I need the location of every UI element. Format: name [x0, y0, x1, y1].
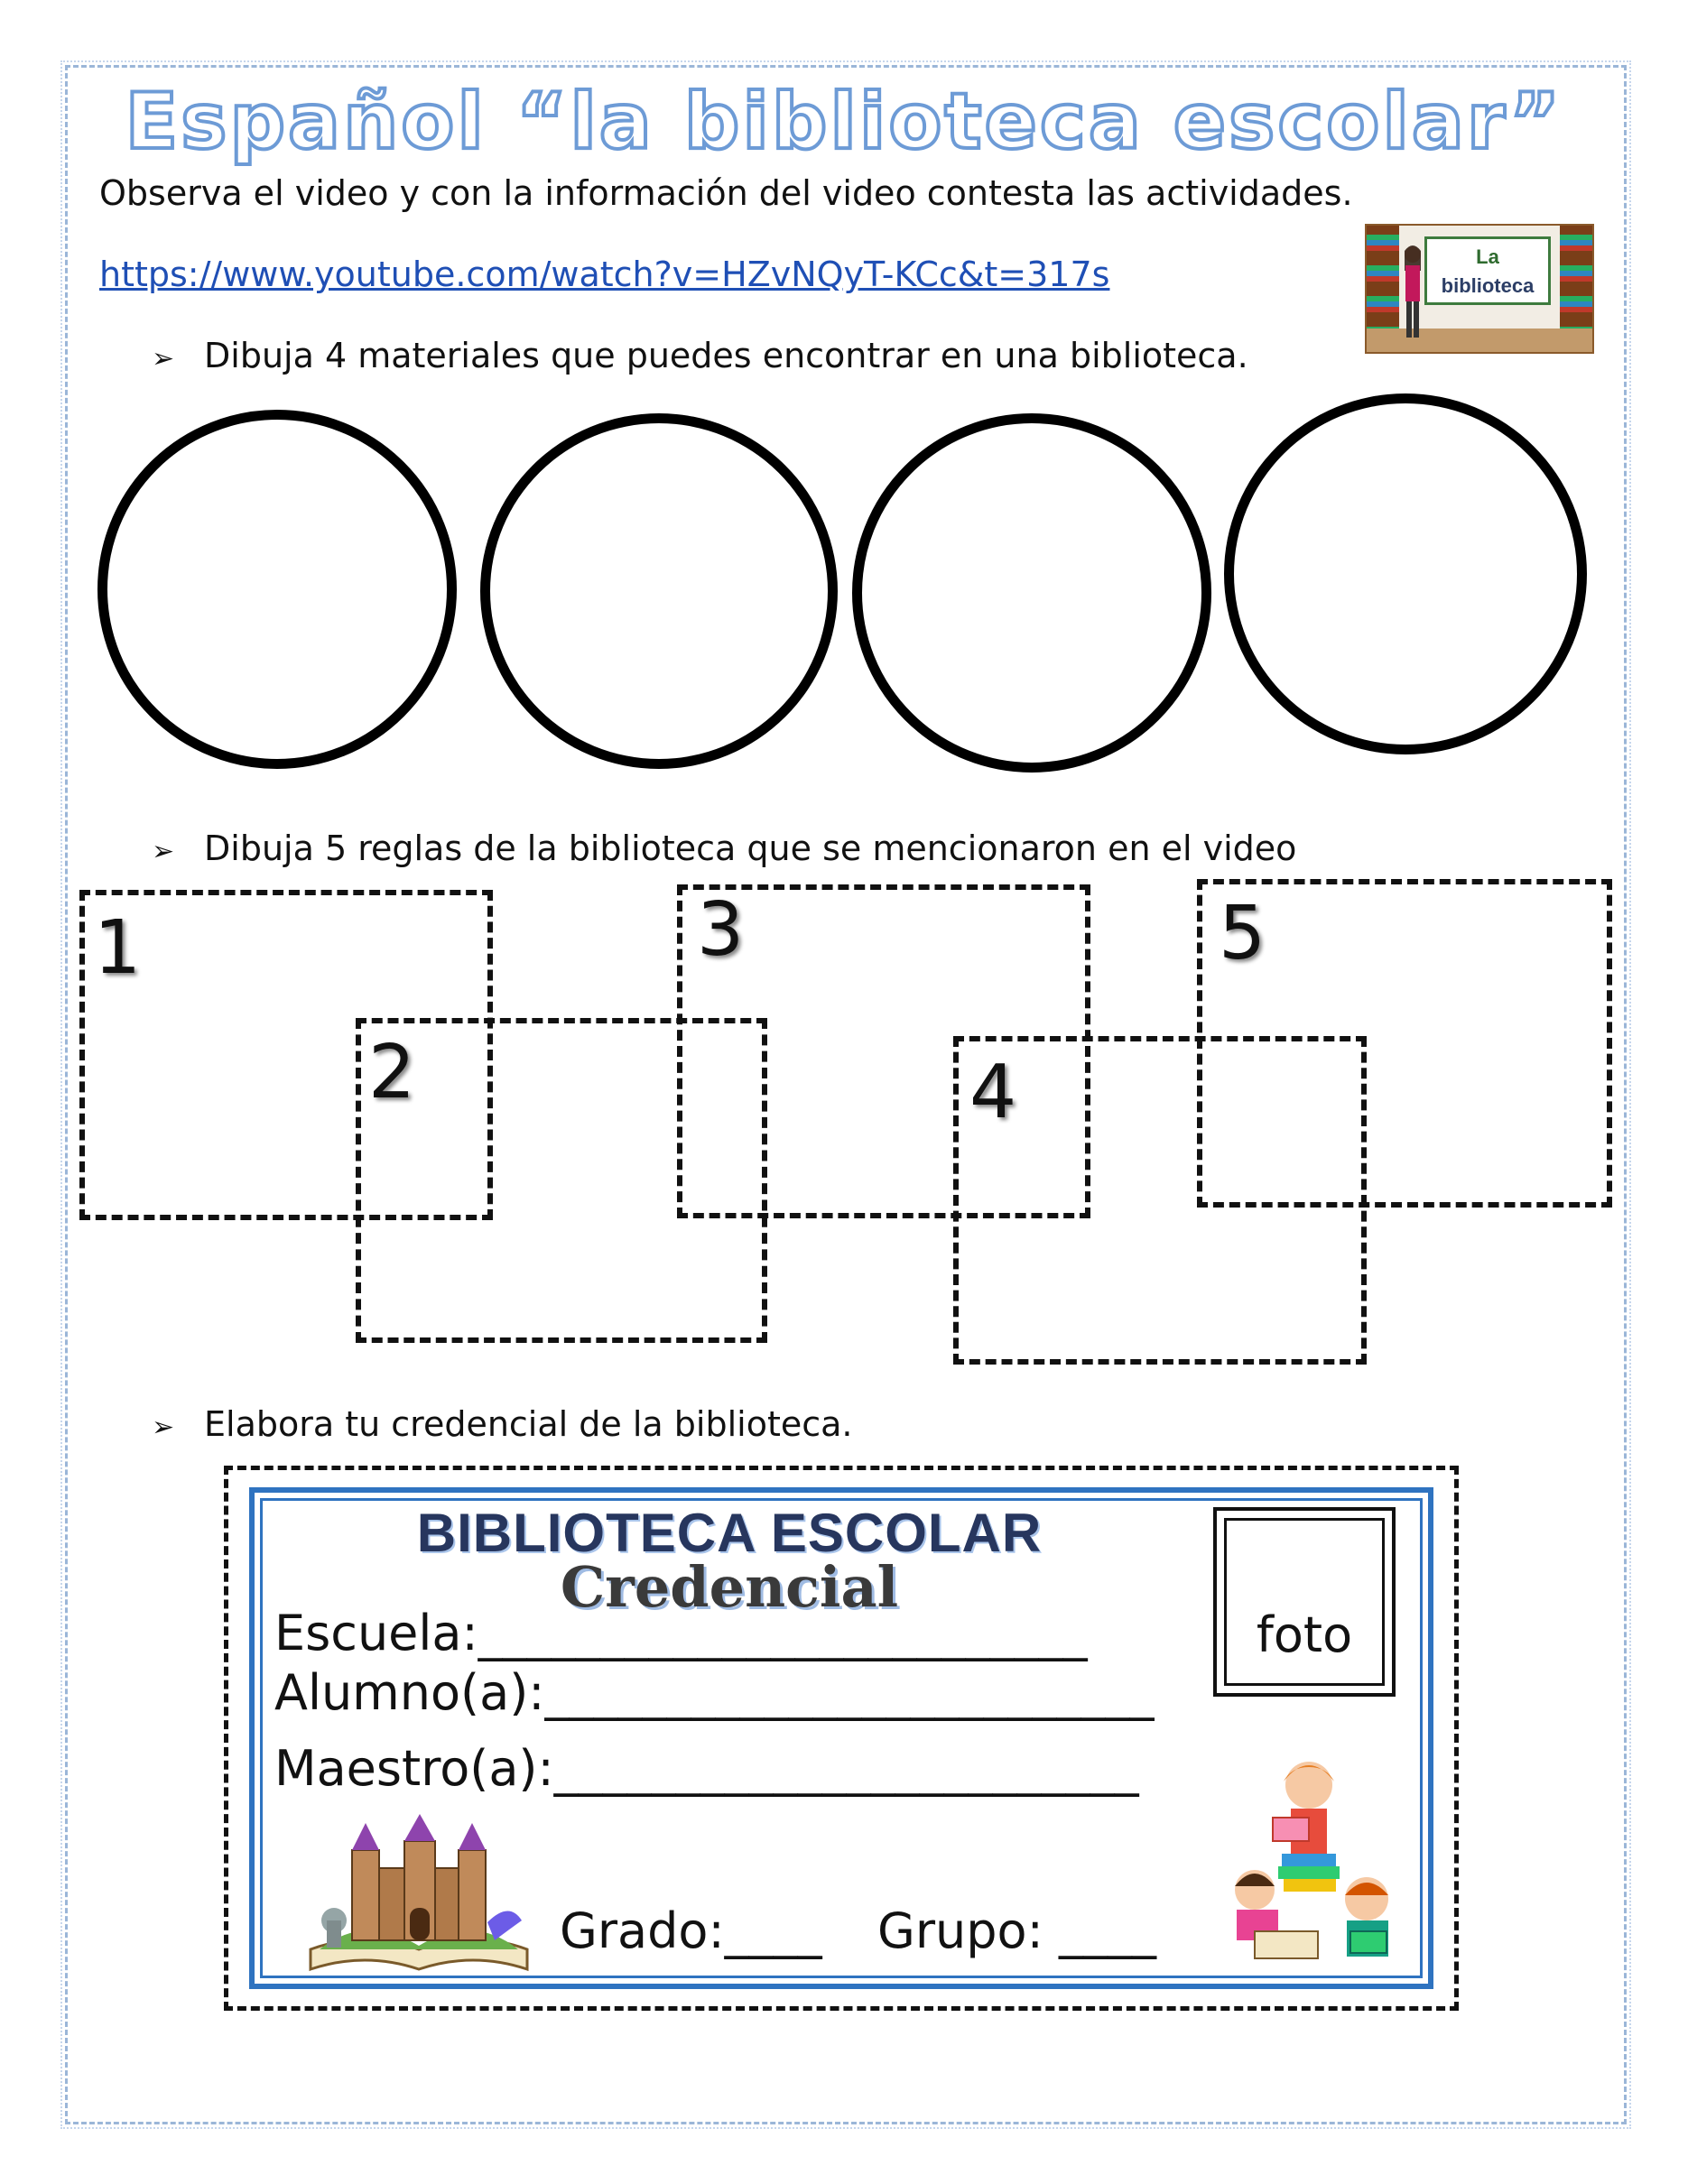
rule-number-5: 5 [1219, 891, 1266, 976]
rule-number-1: 1 [94, 905, 142, 991]
page-title: Español “la biblioteca escolar” [125, 77, 1563, 167]
group-field[interactable]: Grupo: ____ [877, 1902, 1156, 1959]
video-link[interactable]: https://www.youtube.com/watch?v=HZvNQyT-KCc&t=317s [99, 254, 1110, 294]
rule-number-3: 3 [697, 887, 745, 973]
castle-book-illustration [301, 1814, 536, 1975]
photo-label: foto [1256, 1606, 1353, 1663]
reading-kids-illustration [1219, 1754, 1408, 1971]
instructions: Observa el video y con la información del video contesta las actividades. [99, 173, 1353, 213]
rule-number-2: 2 [368, 1030, 416, 1115]
teacher-field[interactable]: Maestro(a):________________________ [274, 1740, 1139, 1797]
card-subtitle: Credencial [560, 1554, 899, 1620]
activity-3 [152, 1404, 853, 1444]
school-field[interactable]: Escuela:_________________________ [274, 1605, 1088, 1661]
teacher-figure [1401, 244, 1424, 343]
grade-field[interactable]: Grado:____ [560, 1902, 822, 1959]
arrow-bullet-icon: ➢ [152, 1411, 175, 1443]
rule-number-4: 4 [969, 1050, 1017, 1135]
arrow-bullet-icon: ➢ [152, 343, 175, 375]
drawing-circle-1[interactable] [97, 410, 457, 769]
arrow-bullet-icon: ➢ [152, 836, 175, 867]
video-thumbnail [1365, 224, 1594, 354]
drawing-circle-3[interactable] [852, 413, 1211, 773]
thumbnail-board [1424, 236, 1551, 305]
activity-1-text: Dibuja 4 materiales que puedes encontrar en una biblioteca. [204, 336, 1248, 375]
thumbnail-line2: biblioteca [1441, 274, 1535, 297]
activity-1 [152, 336, 1248, 375]
drawing-circle-4[interactable] [1224, 393, 1587, 754]
drawing-circle-2[interactable] [480, 413, 838, 769]
activity-2 [152, 828, 1296, 868]
card-title: BIBLIOTECA ESCOLAR [416, 1503, 1043, 1563]
activity-3-text: Elabora tu credencial de la biblioteca. [204, 1404, 853, 1444]
student-field[interactable]: Alumno(a):_________________________ [274, 1664, 1155, 1721]
thumbnail-line1: La [1476, 245, 1499, 268]
activity-2-text: Dibuja 5 reglas de la biblioteca que se mencionaron en el video [204, 828, 1297, 868]
